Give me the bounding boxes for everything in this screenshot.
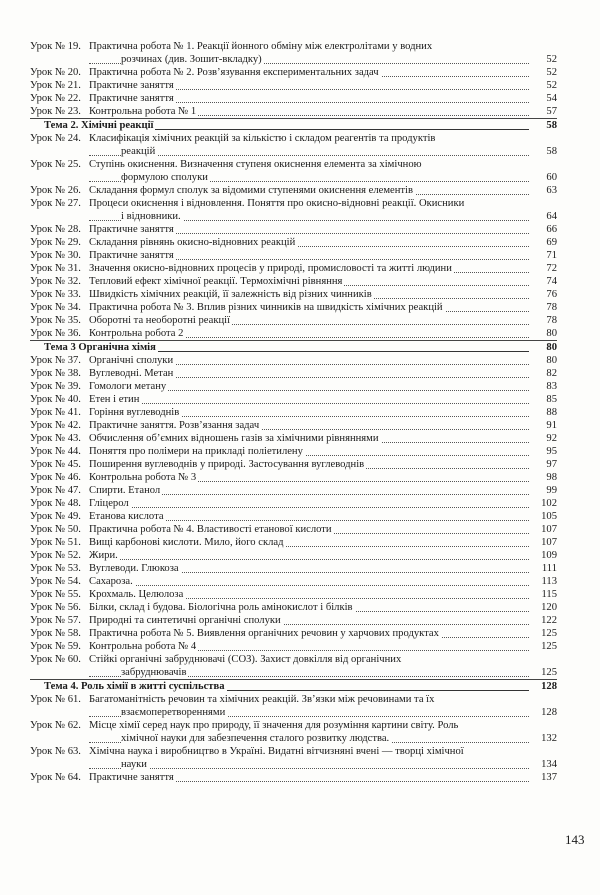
lesson-number: Урок № 41. [30,407,81,418]
toc-lesson-row [30,497,557,510]
lesson-number: Урок № 26. [30,185,81,196]
lesson-number: Урок № 31. [30,263,81,274]
dot-leader [89,507,529,508]
lesson-number: Урок № 48. [30,498,81,509]
lesson-title: Складання рівнянь окисно-відновних реакцій [89,237,296,248]
toc-page-number: 69 [546,237,557,248]
toc-lesson-row [30,575,557,588]
toc-lesson-row [30,197,557,223]
toc-lesson-row [30,601,557,614]
toc-lesson-row [30,588,557,601]
lesson-title: Сахароза. [89,576,133,587]
toc-lesson-row [30,719,557,745]
toc-lesson-row [30,262,557,275]
lesson-title: Оборотні та необоротні реакції [89,315,231,326]
toc-page-number: 80 [546,342,557,353]
toc-page-number: 128 [541,681,557,692]
toc-page-number: 64 [546,211,557,222]
toc-lesson-row [30,484,557,497]
toc-page-number: 97 [546,459,557,470]
lesson-title: Контрольна робота 2 [89,328,184,339]
toc-page-number: 80 [546,355,557,366]
toc-page-number: 52 [546,67,557,78]
toc-page-number: 113 [541,576,557,587]
toc-page-number: 72 [546,263,557,274]
lesson-title: Значення окисно-відновних процесів у природі, промисловості та житті людини [89,263,452,274]
lesson-title: Контрольна робота № 4 [89,641,197,652]
lesson-number: Урок № 42. [30,420,81,431]
toc-page-number: 74 [546,276,557,287]
toc-lesson-row [30,92,557,105]
lesson-title: Практична робота № 2. Розв’язування експериментальних задач [89,67,379,78]
lesson-title: і відновники. [121,211,181,222]
toc-lesson-row [30,66,557,79]
lesson-title: Контрольна робота № 1 [89,106,197,117]
lesson-title: Вуглеводи. Глюкоза [89,563,179,574]
toc-lesson-row [30,523,557,536]
dot-leader [89,559,529,560]
toc-lesson-row [30,445,557,458]
lesson-number: Урок № 54. [30,576,81,587]
topic-title: Тема 2. Хімічні реакції [44,120,154,131]
toc-page-number: 91 [546,420,557,431]
toc-page-number: 71 [546,250,557,261]
lesson-title: Практичне заняття [89,93,174,104]
toc-lesson-row [30,432,557,445]
toc-lesson-row [30,614,557,627]
toc-page-number: 88 [546,407,557,418]
toc-topic-row [30,118,557,132]
toc-page-number: 76 [546,289,557,300]
lesson-title: Вуглеводні. Метан [89,368,174,379]
toc-lesson-row [30,314,557,327]
lesson-title: Практичне заняття [89,250,174,261]
toc-page-number: 132 [541,733,557,744]
toc-lesson-row [30,327,557,340]
dot-leader [89,403,529,404]
lesson-title: Хімічна наука і виробництво в Україні. Видатні вітчизняні вчені — творці хімічної [89,746,464,757]
lesson-number: Урок № 35. [30,315,81,326]
lesson-title: Контрольна робота № 3 [89,472,197,483]
lesson-number: Урок № 51. [30,537,81,548]
lesson-title: Швидкість хімічних реакцій, її залежність від різних чинників [89,289,372,300]
lesson-title: Жири. [89,550,118,561]
lesson-number: Урок № 23. [30,106,81,117]
toc-page-number: 85 [546,394,557,405]
toc-topic-row [30,340,557,354]
toc-lesson-row [30,40,557,66]
lesson-number: Урок № 52. [30,550,81,561]
toc-page-number: 120 [541,602,557,613]
lesson-number: Урок № 28. [30,224,81,235]
lesson-title: Поширення вуглеводнів у природі. Застосування вуглеводнів [89,459,365,470]
lesson-title: Тепловий ефект хімічної реакції. Термохімічні рівняння [89,276,343,287]
toc-page-number: 107 [541,524,557,535]
toc-lesson-row [30,458,557,471]
lesson-title: Складання формул сполук за відомими ступенями окиснення елементів [89,185,413,196]
lesson-title: Природні та синтетичні органічні сполуки [89,615,281,626]
lesson-title: Практичне заняття [89,224,174,235]
toc-lesson-row [30,354,557,367]
dot-leader [89,768,529,769]
toc-lesson-row [30,510,557,523]
toc-lesson-row [30,419,557,432]
page-number: 143 [565,832,585,847]
lesson-number: Урок № 27. [30,198,81,209]
toc-page-number: 66 [546,224,557,235]
lesson-title: хімічної науки для забезпечення сталого розвитку людства. [121,733,390,744]
lesson-number: Урок № 43. [30,433,81,444]
lesson-title: Горіння вуглеводнів [89,407,180,418]
toc-lesson-row [30,158,557,184]
toc-topic-row [30,679,557,693]
lesson-number: Урок № 32. [30,276,81,287]
lesson-title: Етанова кислота [89,511,164,522]
lesson-title: Вищі карбонові кислоти. Мило, його склад [89,537,284,548]
lesson-number: Урок № 30. [30,250,81,261]
lesson-title: формулою сполуки [121,172,208,183]
toc-lesson-row [30,640,557,653]
toc-page-number: 115 [541,589,557,600]
lesson-title: Багатоманітність речовин та хімічних реакцій. Зв’язки між речовинами та їх [89,694,435,705]
lesson-title: Практична робота № 1. Реакції йонного обміну між електролітами у водних [89,41,433,52]
toc-page-number: 134 [541,759,557,770]
toc-page-number: 137 [541,772,557,783]
toc-page-number: 98 [546,472,557,483]
toc-lesson-row [30,301,557,314]
toc-page-number: 60 [546,172,557,183]
lesson-title: Місце хімії серед наук про природу, її значення для розуміння картини світу. Роль [89,720,459,731]
lesson-number: Урок № 38. [30,368,81,379]
lesson-title: Класифікація хімічних реакцій за кількістю і складом реагентів та продуктів [89,133,436,144]
lesson-number: Урок № 24. [30,133,81,144]
toc-page-number: 54 [546,93,557,104]
toc-page-number: 57 [546,106,557,117]
toc-page-number: 125 [541,667,557,678]
lesson-number: Урок № 19. [30,41,81,52]
toc-lesson-row [30,249,557,262]
lesson-number: Урок № 46. [30,472,81,483]
lesson-number: Урок № 50. [30,524,81,535]
lesson-number: Урок № 45. [30,459,81,470]
toc-lesson-row [30,653,557,679]
toc-lesson-row [30,288,557,301]
toc-lesson-row [30,745,557,771]
toc-page-number: 92 [546,433,557,444]
toc-lesson-row [30,536,557,549]
lesson-number: Урок № 55. [30,589,81,600]
toc-lesson-row [30,393,557,406]
toc-page-number: 78 [546,315,557,326]
lesson-title: Практична робота № 5. Виявлення органічних речовин у харчових продуктах [89,628,439,639]
toc-lesson-row [30,184,557,197]
lesson-number: Урок № 61. [30,694,81,705]
toc-page-number: 58 [546,146,557,157]
lesson-number: Урок № 57. [30,615,81,626]
lesson-number: Урок № 20. [30,67,81,78]
toc-page-number: 128 [541,707,557,718]
toc-page-number: 125 [541,628,557,639]
lesson-title: Ступінь окиснення. Визначення ступеня окиснення елемента за хімічною [89,159,422,170]
toc-lesson-row [30,549,557,562]
lesson-title: Практичне заняття [89,772,174,783]
toc-page-number: 111 [541,563,557,574]
toc-lesson-row [30,236,557,249]
toc-page-number: 52 [546,54,557,65]
lesson-title: Практичне заняття. Розв’язання задач [89,420,260,431]
lesson-number: Урок № 49. [30,511,81,522]
toc-page-number: 125 [541,641,557,652]
lesson-number: Урок № 62. [30,720,81,731]
lesson-number: Урок № 29. [30,237,81,248]
toc-page-number: 82 [546,368,557,379]
lesson-title: Практична робота № 3. Вплив різних чинників на швидкість хімічних реакцій [89,302,443,313]
lesson-title: Практична робота № 4. Властивості етанової кислоти [89,524,332,535]
toc-lesson-row [30,275,557,288]
lesson-number: Урок № 64. [30,772,81,783]
lesson-title: Обчислення об’ємних відношень газів за хімічними рівняннями [89,433,379,444]
lesson-title: Гліцерол [89,498,129,509]
lesson-title: Білки, склад і будова. Біологічна роль амінокислот і білків [89,602,353,613]
toc-lesson-row [30,367,557,380]
lesson-title: забруднювачів [121,667,187,678]
topic-title: Тема 3 Органічна хімія [44,342,156,353]
lesson-number: Урок № 44. [30,446,81,457]
toc-page-number: 52 [546,80,557,91]
lesson-title: науки [121,759,147,770]
toc-lesson-row [30,406,557,419]
toc-lesson-row [30,223,557,236]
toc-page-number: 80 [546,328,557,339]
lesson-number: Урок № 22. [30,93,81,104]
lesson-title: Крохмаль. Целюлоза [89,589,184,600]
lesson-title: Етен і етин [89,394,140,405]
toc-lesson-row [30,471,557,484]
toc-page-number: 58 [546,120,557,131]
lesson-title: Спирти. Етанол [89,485,161,496]
toc-page-number: 99 [546,485,557,496]
lesson-number: Урок № 25. [30,159,81,170]
toc-page-number: 78 [546,302,557,313]
lesson-title: Гомологи метану [89,381,167,392]
lesson-title: реакцій [121,146,156,157]
lesson-number: Урок № 39. [30,381,81,392]
toc-page-number: 83 [546,381,557,392]
lesson-title: розчинах (див. Зошит-вкладку) [121,54,262,65]
lesson-title: Стійкі органічні забруднювачі (СОЗ). Захист довкілля від органічних [89,654,402,665]
toc-page-number: 102 [541,498,557,509]
lesson-title: Органічні сполуки [89,355,174,366]
lesson-title: Поняття про полімери на прикладі поліетилену [89,446,303,457]
lesson-number: Урок № 37. [30,355,81,366]
toc-lesson-row [30,380,557,393]
lesson-number: Урок № 47. [30,485,81,496]
toc-page-number: 109 [541,550,557,561]
table-of-contents [30,40,557,784]
toc-lesson-row [30,132,557,158]
lesson-number: Урок № 21. [30,80,81,91]
toc-lesson-row [30,562,557,575]
lesson-number: Урок № 53. [30,563,81,574]
lesson-title: Процеси окиснення і відновлення. Поняття про окисно-відновні реакції. Окисники [89,198,465,209]
lesson-number: Урок № 40. [30,394,81,405]
lesson-number: Урок № 58. [30,628,81,639]
lesson-number: Урок № 34. [30,302,81,313]
toc-lesson-row [30,771,557,784]
lesson-title: Практичне заняття [89,80,174,91]
toc-page-number: 107 [541,537,557,548]
toc-lesson-row [30,79,557,92]
lesson-number: Урок № 60. [30,654,81,665]
lesson-title: взаємоперетвореннями [121,707,226,718]
dot-leader [89,585,529,586]
lesson-number: Урок № 33. [30,289,81,300]
toc-page-number: 95 [546,446,557,457]
toc-lesson-row [30,627,557,640]
toc-page-number: 105 [541,511,557,522]
toc-lesson-row [30,693,557,719]
toc-lesson-row [30,105,557,118]
lesson-number: Урок № 59. [30,641,81,652]
lesson-number: Урок № 56. [30,602,81,613]
toc-page-number: 63 [546,185,557,196]
lesson-number: Урок № 63. [30,746,81,757]
lesson-number: Урок № 36. [30,328,81,339]
topic-title: Тема 4. Роль хімії в житті суспільства [44,681,225,692]
toc-page-number: 122 [541,615,557,626]
